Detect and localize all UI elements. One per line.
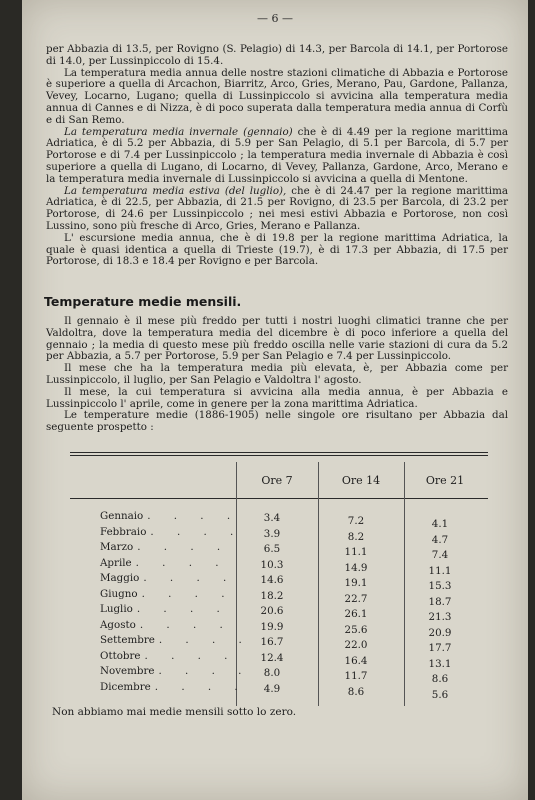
table-header-rule (70, 498, 488, 499)
table-row-month (100, 572, 236, 584)
table-cell: 17.7 (428, 642, 452, 654)
leader-dots: . . . . (150, 525, 244, 538)
month-label: Settembre (100, 634, 155, 646)
leader-dots: . . . . (135, 556, 229, 569)
leader-dots: . . . . (158, 634, 252, 646)
section-paragraph-1: Il gennaio è il mese più freddo per tutti i nostri luoghi climatici tranne che per Valdoltra, dove la temperatura media del dicembre è di poco inferiore a quella del gennaio ; la media di questo mese più freddo oscilla nelle varie stazioni di cura da 5.2 per Abbazia, a 5.7 per Portorose, 5.9 per San Pelagio e 7.4 per Lussinpiccolo. (46, 315, 508, 363)
table-cell: 18.7 (428, 595, 452, 608)
table-divider (404, 462, 405, 706)
table-top-rule (70, 452, 488, 453)
table-divider (318, 462, 319, 706)
table-cell: 19.9 (260, 620, 284, 633)
section-heading: Temperature medie mensili. (44, 294, 242, 309)
section-paragraph-4: Le temperature medie (1886-1905) nelle singole ore risultano per Abbazia dal seguente prospetto : (46, 409, 508, 434)
table-cell: 18.2 (260, 589, 284, 602)
month-label: Marzo (100, 541, 134, 553)
winter-text: che è di 4.49 per la regione marittima Adriatica, è di 5.2 per Abbazia, di 5.9 per San Pelagio, di 5.1 per Barcola, di 5.7 per Portorose e di 7.4 per Lussinpiccolo ; la temperatura media invernale di Abbazia è così superiore a quella di Lugano, di Locarno, di Vevey, Pallanza, Gardone, Arco, Merano e la temperatura media invernale di Lussinpiccolo si avvicina a quella di Mentone. (46, 125, 508, 185)
table-cell: 12.4 (260, 651, 284, 664)
table-cell: 7.4 (431, 549, 449, 561)
table-cell: 4.1 (431, 518, 449, 530)
table-row-month (100, 588, 235, 600)
month-label: Aprile (100, 556, 132, 569)
month-label: Luglio (100, 603, 133, 615)
table-cell: 16.4 (344, 654, 368, 667)
month-label: Ottobre (100, 649, 141, 662)
leader-dots: . . . . (143, 572, 237, 584)
table-cell: 26.1 (344, 608, 368, 620)
section-paragraph-2: Il mese che ha la temperatura media più elevata, è, per Abbazia come per Lussinpiccolo, il luglio, per San Pelagio e Valdoltra l' agosto. (46, 362, 508, 386)
month-label: Agosto (100, 618, 136, 631)
table-cell: 14.9 (344, 561, 368, 574)
table-cell: 22.0 (344, 639, 368, 651)
intro-text (46, 44, 508, 268)
table-row-month (100, 526, 243, 538)
summer-text: che è di 24.47 per la regione marittima Adriatica, è di 22.5, per Abbazia, di 21.5 per Rovigno, di 23.5 per Barcola, di 23.2 per Portorose, di 24.6 per Lussinpiccolo ; nei mesi estivi Abbazia e Portorose, non così Lussino, sono più fresche di Arco, Gries, Merano e Pallanza. (46, 184, 508, 232)
table-cell: 22.7 (344, 592, 368, 605)
table-cell: 16.7 (260, 636, 284, 648)
table-cell: 8.6 (347, 685, 365, 698)
table-cell: 19.1 (344, 577, 368, 589)
leader-dots: . . . . (137, 541, 231, 553)
leader-dots: . . . . (136, 603, 230, 615)
table-cell: 3.9 (263, 527, 281, 540)
section-text (46, 316, 508, 434)
table-row-month (100, 603, 230, 615)
col-header-ore14: Ore 14 (341, 474, 381, 487)
table-row-month (100, 557, 229, 569)
table-cell: 8.0 (263, 667, 281, 679)
table-cell: 20.6 (260, 605, 284, 617)
month-label: Gennaio (100, 510, 144, 522)
paragraph-summer (46, 186, 508, 233)
table-row-month (100, 510, 240, 522)
month-label: Febbraio (100, 525, 147, 538)
table-top-rule-2 (70, 455, 488, 456)
page-number: — 6 — (257, 12, 293, 25)
section-paragraph-3: Il mese, la cui temperatura si avvicina alla media annua, è per Abbazia e Lussinpiccolo l' aprile, come in genere per la zona marittima Adriatica. (46, 385, 508, 410)
month-label: Dicembre (100, 680, 151, 693)
col-header-ore21: Ore 21 (425, 474, 465, 487)
table-cell: 3.4 (263, 512, 281, 524)
table-cell: 14.6 (260, 574, 284, 586)
leader-dots: . . . . (141, 587, 235, 600)
table-cell: 11.7 (344, 670, 368, 682)
table-cell: 5.6 (431, 688, 449, 701)
leader-dots: . . . . (154, 680, 248, 693)
leader-dots: . . . . (147, 510, 241, 522)
table-cell: 8.6 (431, 673, 449, 685)
col-header-ore7: Ore 7 (261, 474, 293, 487)
month-label: Novembre (100, 665, 155, 677)
temperature-table (70, 452, 488, 712)
table-cell: 4.9 (263, 682, 281, 695)
summer-italic: La temperatura media estiva (del luglio), (64, 184, 287, 197)
table-cell: 15.3 (428, 580, 452, 592)
table-row-month (100, 619, 233, 631)
paragraph-winter (46, 127, 508, 186)
table-cell: 13.1 (428, 657, 452, 670)
table-cell: 6.5 (263, 543, 281, 555)
table-cell: 20.9 (428, 626, 452, 639)
table-cell: 7.2 (347, 515, 365, 527)
month-label: Giugno (100, 587, 138, 600)
footer-note: Non abbiamo mai medie mensili sotto lo zero. (52, 706, 297, 718)
table-row-month (100, 665, 251, 677)
table-cell: 4.7 (431, 533, 449, 546)
month-label: Maggio (100, 572, 140, 584)
leader-dots: . . . . (144, 649, 238, 662)
winter-italic: La temperatura media invernale (gennaio) (64, 125, 293, 138)
table-row-month (100, 650, 237, 662)
leader-dots: . . . . (158, 665, 252, 677)
leader-dots: . . . . (139, 618, 233, 631)
table-cell: 25.6 (344, 623, 368, 636)
table-row-month (100, 541, 230, 553)
table-row-month (100, 634, 252, 646)
paragraph-1: per Abbazia di 13.5, per Rovigno (S. Pelagio) di 14.3, per Barcola di 14.1, per Portorose di 14.0, per Lussinpiccolo di 15.4. (46, 43, 508, 67)
document-page (22, 0, 528, 800)
table-cell: 11.1 (344, 546, 368, 558)
table-cell: 21.3 (428, 611, 452, 623)
table-cell: 8.2 (347, 530, 365, 543)
table-row-month (100, 681, 248, 693)
paragraph-2: La temperatura media annua delle nostre stazioni climatiche di Abbazia e Portorose è superiore a quella di Arcachon, Biarritz, Arco, Gries, Merano, Pau, Gardone, Pallanza, Vevey, Locarno, Lugano; quella di Lussinpiccolo si avvicina alla temperatura media annua di Cannes e di Nizza, è di poco superata dalla temperatura media annua di Corfù e di San Remo. (46, 66, 508, 126)
table-cell: 10.3 (260, 558, 284, 571)
table-cell: 11.1 (428, 564, 452, 577)
paragraph-excursion: L' escursione media annua, che è di 19.8 per la regione marittima Adriatica, la quale è quasi identica a quella di Trieste (19.7), è di 17.3 per Abbazia, di 17.5 per Portorose, di 18.3 e 18.4 per Rovigno e per Barcola. (46, 231, 508, 268)
